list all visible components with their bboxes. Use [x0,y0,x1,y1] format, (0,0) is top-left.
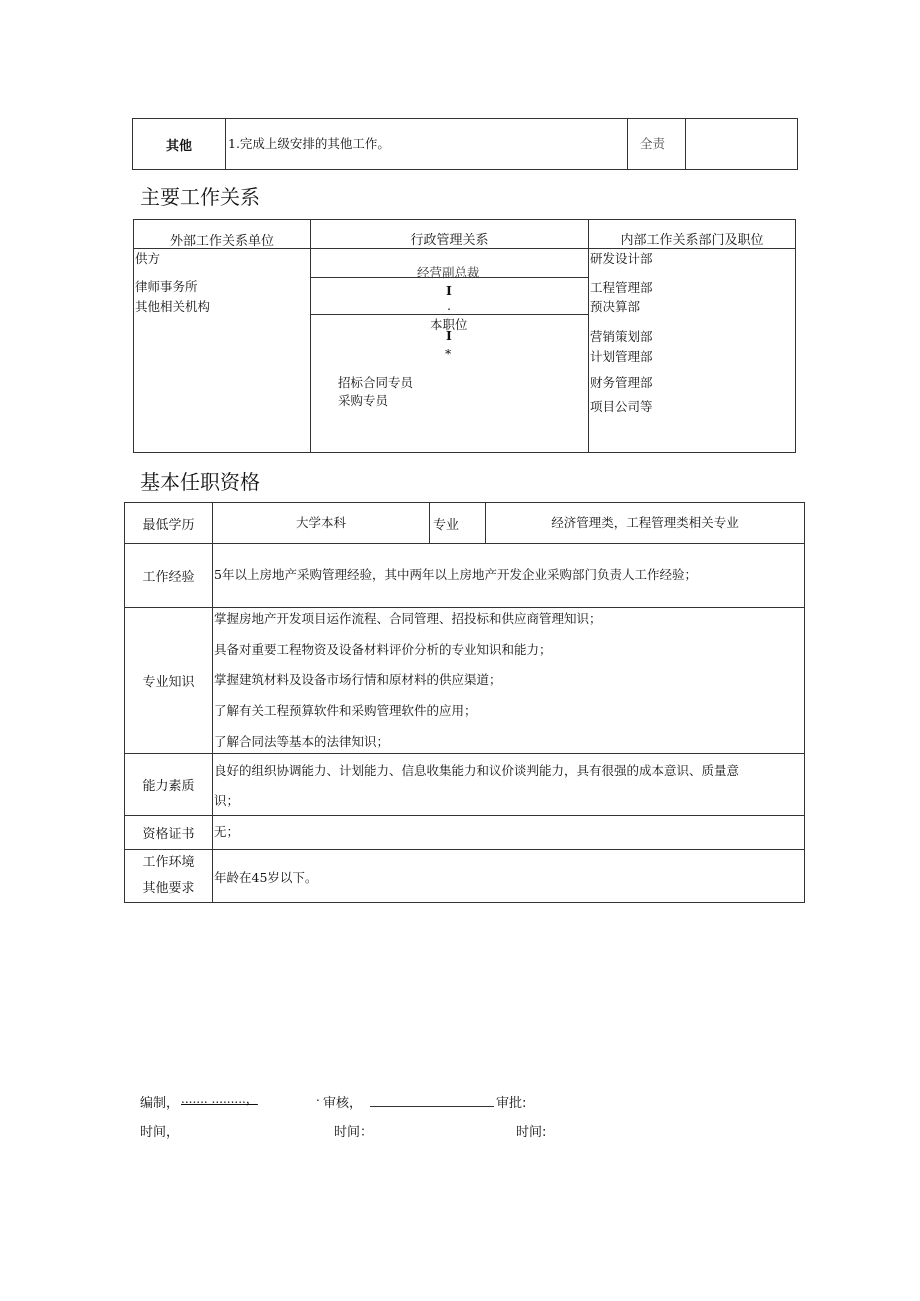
know-label: 专业知识 [142,674,195,690]
admin-mark: I [446,283,452,298]
know-item: 掌握房地产开发项目运作流程、合同管理、招投标和供应商管理知识； [214,611,602,626]
internal-item: 预决算部 [590,299,641,314]
admin-mark: * [445,346,452,361]
compile-dots: ....... .........， [181,1092,258,1106]
compile-label: 编制， [140,1096,180,1111]
time-compile: 时间， [140,1125,180,1140]
internal-item: 财务管理部 [590,375,653,390]
know-item: 掌握建筑材料及设备市场行情和原材料的供应渠道； [214,672,502,687]
top-row-extra [685,119,797,169]
header-external: 外部工作关系单位 [169,233,274,249]
exp-label: 工作经验 [142,569,195,585]
other-value: 年龄在45岁以下。 [214,870,318,885]
time-approve: 时间: [516,1125,547,1140]
know-item: 具备对重要工程物资及设备材料评价分析的专业知识和能力； [214,642,552,657]
know-item: 了解合同法等基本的法律知识； [214,734,390,749]
admin-subordinate: 采购专员 [338,393,389,408]
edu-label: 最低学历 [142,517,195,533]
review-prefix: . [316,1090,320,1104]
exp-value: 5年以上房地产采购管理经验，其中两年以上房地产开发企业采购部门负责人工作经验； [214,567,697,582]
cert-value: 无； [214,824,240,839]
approve-label: 审批: [496,1096,527,1111]
other-label: 其他要求 [142,880,195,896]
qualifications-table [124,502,805,903]
top-row-resp: 全责 [627,119,685,169]
col-divider-2 [588,248,589,452]
top-row-content: 1.完成上级安排的其他工作。 [225,119,627,169]
external-item: 律师事务所 [135,279,198,294]
row-divider [125,849,804,850]
admin-superior: 经营副总裁 [417,265,480,280]
major-label: 专业 [429,503,485,543]
top-row-table [132,118,798,170]
section-title-work-relations: 主要工作关系 [140,185,260,209]
internal-item: 研发设计部 [590,251,653,266]
col-divider-1 [310,248,311,452]
internal-item: 营销策划部 [590,329,653,344]
internal-item: 工程管理部 [590,280,653,295]
time-review: 时间： [334,1125,374,1140]
edu-value: 大学本科 [295,515,346,530]
internal-item: 项目公司等 [590,399,653,414]
cert-label: 资格证书 [142,826,195,842]
ability-line: 识； [214,793,240,808]
external-item: 其他相关机构 [135,299,211,314]
admin-mark: . [447,298,451,313]
env-label: 工作环境 [142,854,195,870]
review-label: 审核， [323,1096,363,1111]
section-title-qualifications: 基本任职资格 [140,470,260,494]
know-item: 了解有关工程预算软件和采购管理软件的应用； [214,703,477,718]
header-divider [134,248,795,249]
label-col-divider [212,503,213,902]
admin-subordinate: 招标合同专员 [338,375,414,390]
admin-self: 本职位 [430,317,468,332]
review-underline [370,1106,494,1107]
row-divider [125,607,804,608]
work-relations-table [133,219,796,453]
header-admin: 行政管理关系 [310,220,588,248]
ability-line: 良好的组织协调能力、计划能力、信息收集能力和议价谈判能力，具有很强的成本意识、质量意 [214,763,740,778]
admin-mark: I [446,328,452,343]
internal-item: 计划管理部 [590,349,653,364]
row-divider [125,753,804,754]
top-row-label: 其他 [165,138,192,154]
ability-label: 能力素质 [142,778,195,794]
external-item: 供方 [135,251,161,266]
header-internal: 内部工作关系部门及职位 [588,220,795,248]
major-value: 经济管理类，工程管理类相关专业 [485,503,804,543]
